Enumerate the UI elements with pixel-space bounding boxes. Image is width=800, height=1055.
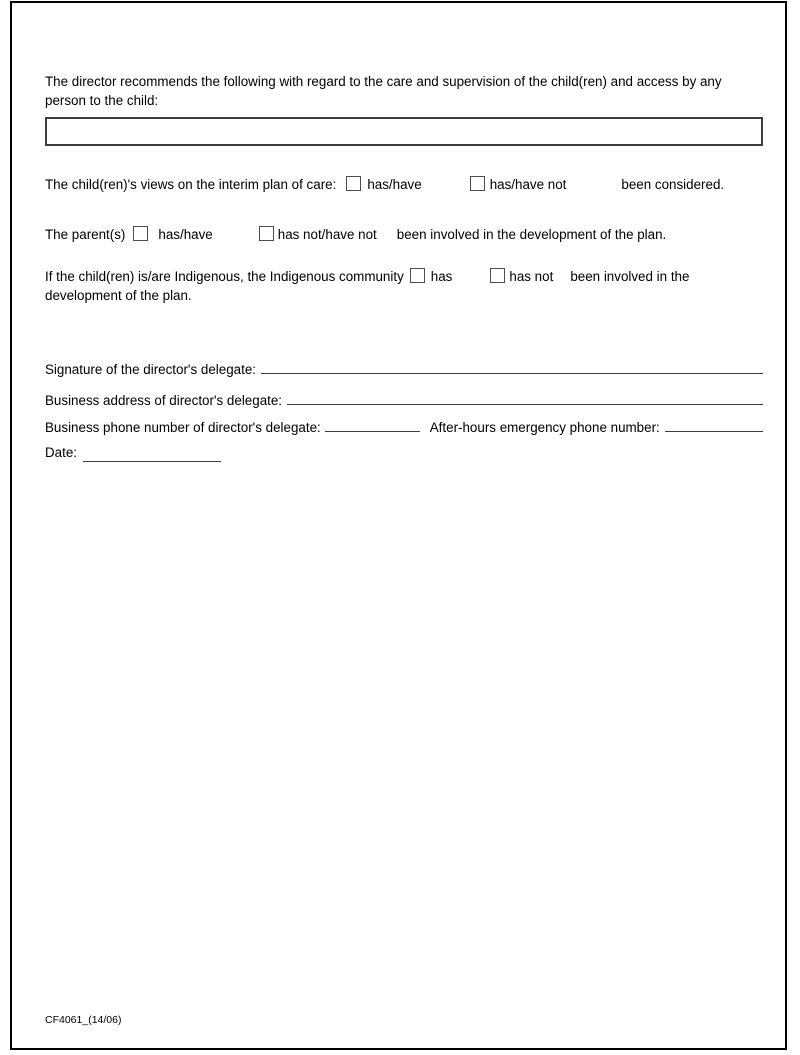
views-has-have-label: has/have <box>367 177 422 192</box>
form-content <box>45 3 763 462</box>
form-number: CF4061_(14/06) <box>45 1014 122 1026</box>
indigenous-has-not-checkbox[interactable] <box>490 268 505 283</box>
views-has-have-not-checkbox[interactable] <box>470 176 485 191</box>
indigenous-label: If the child(ren) is/are Indigenous, the Indigenous community <box>45 269 404 284</box>
indigenous-row <box>45 267 763 305</box>
after-hours-label: After-hours emergency phone number: <box>429 420 660 435</box>
views-label: The child(ren)'s views on the interim plan of care: <box>45 177 337 192</box>
parents-has-have-checkbox[interactable] <box>133 226 148 241</box>
recommendation-textbox[interactable] <box>45 117 763 146</box>
parents-has-not-label: has not/have not <box>277 227 377 242</box>
signature-row <box>45 359 763 379</box>
indigenous-has-not-label: has not <box>509 269 554 284</box>
phone-label: Business phone number of director's delegate: <box>45 420 321 435</box>
phone-field[interactable] <box>325 417 420 432</box>
after-hours-field[interactable] <box>665 417 763 432</box>
views-has-have-checkbox[interactable] <box>346 176 361 191</box>
address-field[interactable] <box>287 390 763 405</box>
address-label: Business address of director's delegate: <box>45 393 283 408</box>
indigenous-has-checkbox[interactable] <box>410 268 425 283</box>
phone-row <box>45 417 763 437</box>
director-recommendation-intro: The director recommends the following with regard to the care and supervision of the child(ren) and access by any person to the child: <box>45 74 722 108</box>
date-field[interactable] <box>83 447 221 462</box>
views-has-have-not-label: has/have not <box>489 177 567 192</box>
parents-has-have-label: has/have <box>158 227 213 242</box>
parents-suffix: been involved in the development of the plan. <box>396 227 667 242</box>
form-page <box>10 1 787 1050</box>
parents-row <box>45 225 763 244</box>
signature-field[interactable] <box>261 359 763 374</box>
indigenous-has-label: has <box>430 269 453 284</box>
parents-label: The parent(s) <box>45 227 126 242</box>
date-row <box>45 442 763 462</box>
indigenous-suffix: been involved in the development of the plan. <box>45 269 690 303</box>
date-label: Date: <box>45 445 78 460</box>
parents-has-not-checkbox[interactable] <box>259 226 274 241</box>
address-row <box>45 390 763 410</box>
views-row <box>45 175 763 194</box>
views-suffix: been considered. <box>621 177 725 192</box>
signature-label: Signature of the director's delegate: <box>45 362 256 377</box>
